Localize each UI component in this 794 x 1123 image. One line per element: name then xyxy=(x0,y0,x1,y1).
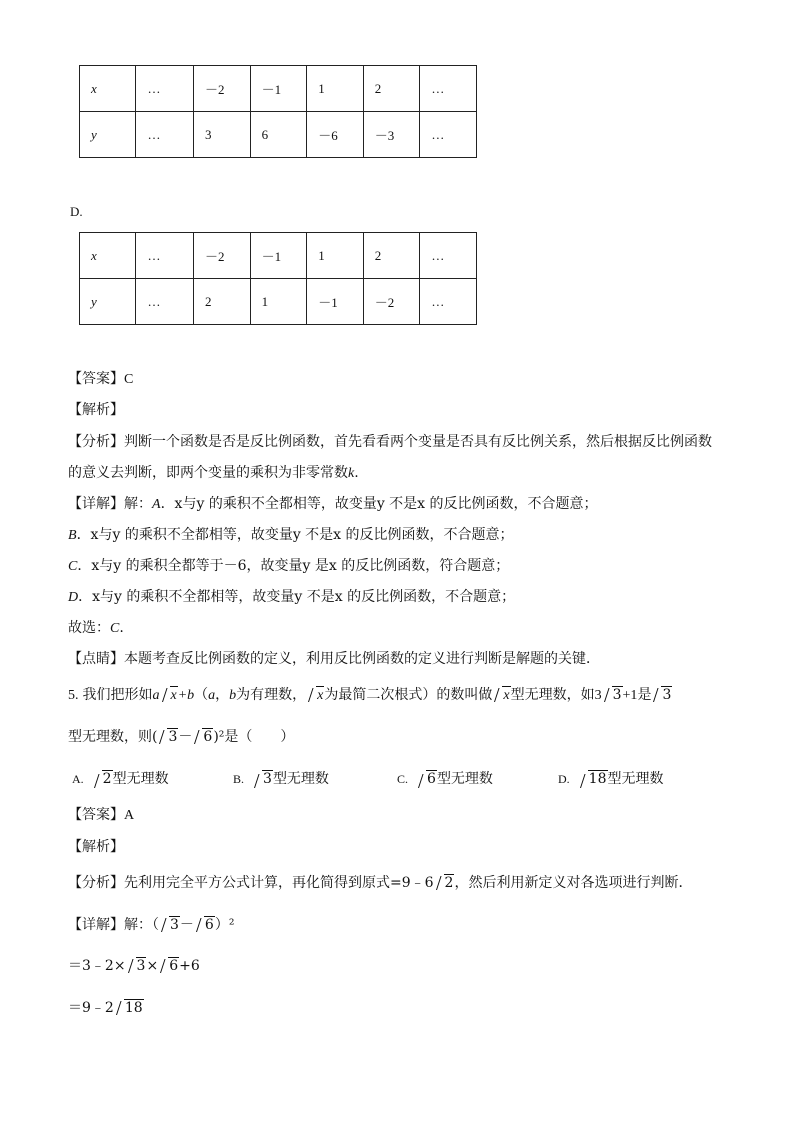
radicand: 3 xyxy=(612,687,622,703)
choice-label: B xyxy=(68,528,77,543)
table-cell: … xyxy=(420,112,477,158)
option-label: D. xyxy=(558,772,570,786)
radicand: 18 xyxy=(588,771,607,787)
table-cell: 6 xyxy=(250,112,307,158)
table-cell: … xyxy=(420,66,477,112)
sqrt-symbol xyxy=(254,771,273,787)
q5-analysis-tag: 【解析】 xyxy=(68,839,124,855)
option-text: 型无理数 xyxy=(112,771,169,787)
choose-text: 故选： xyxy=(68,620,110,636)
table-cell: 1 xyxy=(307,66,364,112)
option-d-label: D. xyxy=(70,204,83,219)
math-number: +1 xyxy=(622,688,638,703)
q5-stem-line2 xyxy=(68,727,294,747)
choice-text: ．x与y 的乘积不全都相等，故变量y 不是x 的反比例函数，不合题意； xyxy=(160,496,598,512)
table-cell: … xyxy=(420,279,477,325)
choice-text: ．x与y 的乘积不全都相等，故变量y 不是x 的反比例函数，不合题意； xyxy=(76,527,514,543)
table-cell: 2 xyxy=(194,279,251,325)
choose-end: . xyxy=(119,620,124,636)
sqrt-symbol xyxy=(653,685,672,705)
step-text: ＝9﹣2 xyxy=(68,1000,114,1016)
choice-text: ．x与y 的乘积全都等于－6，故变量y 是x 的反比例函数，符合题意； xyxy=(77,558,510,574)
radicand: 6 xyxy=(203,729,213,745)
radicand: 18 xyxy=(124,1000,143,1016)
table-cell: －1 xyxy=(250,233,307,279)
sqrt-symbol xyxy=(436,873,455,893)
table-cell: 2 xyxy=(363,233,420,279)
stem-text: 为有理数， xyxy=(236,687,307,703)
option-label: B. xyxy=(233,772,245,786)
table-cell: －2 xyxy=(194,66,251,112)
stem-text: )²是（ ） xyxy=(213,729,295,745)
table-cell: －3 xyxy=(363,112,420,158)
table-cell: … xyxy=(136,233,194,279)
option-label: A. xyxy=(72,772,84,786)
choice-text: ．x与y 的乘积不全都相等，故变量y 不是x 的反比例函数，不合题意； xyxy=(78,589,516,605)
table-cell: 3 xyxy=(194,112,251,158)
option-text: 型无理数 xyxy=(272,771,329,787)
table-cell: x xyxy=(80,66,136,112)
sqrt-symbol xyxy=(161,915,180,935)
radicand: 3 xyxy=(662,687,672,703)
constant-k: k xyxy=(348,466,355,481)
radicand: 3 xyxy=(170,917,179,933)
stem-text: 型无理数，如 xyxy=(510,687,595,703)
stem-text: ， xyxy=(215,687,230,703)
choice-label: C xyxy=(68,559,78,574)
table-cell: 1 xyxy=(307,233,364,279)
q5-option-c xyxy=(397,768,493,788)
choice-label: D xyxy=(68,590,79,605)
option-text: 型无理数 xyxy=(436,771,493,787)
answer-tag: 【答案】 xyxy=(68,807,124,823)
math-a: a xyxy=(152,688,160,703)
answer-value: C xyxy=(124,372,134,387)
fenxi-tag: 【分析】 xyxy=(68,875,124,891)
q5-answer-line xyxy=(68,805,134,826)
math-a: a xyxy=(208,688,216,703)
q4-detail-a xyxy=(68,494,598,515)
table-cell: 2 xyxy=(363,66,420,112)
math-b: b xyxy=(229,688,237,703)
table-row xyxy=(80,233,477,279)
table-cell: … xyxy=(420,233,477,279)
table-row xyxy=(80,112,477,158)
table-option-c xyxy=(79,65,477,158)
table-cell: … xyxy=(136,66,194,112)
q4-answer-line xyxy=(68,369,133,390)
radicand: 2 xyxy=(444,875,454,891)
math-number: 3 xyxy=(594,688,602,703)
q5-option-a xyxy=(72,768,169,788)
sqrt-symbol xyxy=(160,956,179,976)
fenxi-text-end: . xyxy=(354,465,359,481)
dianjing-tag: 【点睛】 xyxy=(68,651,124,667)
sqrt-symbol xyxy=(196,915,215,935)
option-text: 型无理数 xyxy=(607,771,664,787)
fenxi-text: 判断一个函数是否是反比例函数，首先看看两个变量是否具有反比例关系，然后根据反比例函数 xyxy=(124,434,712,450)
sqrt-symbol xyxy=(159,727,178,747)
table-option-d xyxy=(79,232,477,325)
sqrt-symbol xyxy=(418,771,437,787)
sqrt-symbol xyxy=(128,956,147,976)
choice-label: A xyxy=(152,497,161,512)
q4-fenxi-line2 xyxy=(68,463,359,484)
question-number: 5. xyxy=(68,688,79,703)
q5-step-1 xyxy=(68,956,200,976)
detail-tag: 【详解】 xyxy=(68,917,124,933)
detail-tag: 【详解】 xyxy=(68,496,124,512)
table-cell: －6 xyxy=(307,112,364,158)
radicand: 3 xyxy=(263,771,272,787)
step-text: +6 xyxy=(179,958,200,974)
q5-detail-line xyxy=(68,915,234,935)
table-row xyxy=(80,279,477,325)
table-cell: x xyxy=(80,233,136,279)
choose-value: C xyxy=(110,621,120,636)
fenxi-tag: 【分析】 xyxy=(68,434,124,450)
sqrt-symbol xyxy=(94,771,113,787)
q5-fenxi-line xyxy=(68,873,692,893)
fenxi-text: ，然后利用新定义对各选项进行判断． xyxy=(454,875,693,891)
q4-detail-d xyxy=(68,587,515,608)
sqrt-symbol xyxy=(194,727,213,747)
sqrt-symbol xyxy=(580,771,608,787)
table-cell: －2 xyxy=(194,233,251,279)
sqrt-symbol xyxy=(162,685,178,706)
math-x: x xyxy=(503,688,510,703)
detail-prefix: 解： xyxy=(124,496,152,512)
sqrt-symbol xyxy=(308,685,324,706)
q4-choose-line xyxy=(68,618,124,639)
radicand: 6 xyxy=(169,958,179,974)
table-cell: －1 xyxy=(307,279,364,325)
q4-fenxi-line1 xyxy=(68,432,712,452)
math-operator: － xyxy=(178,729,193,745)
math-operator: × xyxy=(146,958,159,974)
stem-text: 为最简二次根式）的数叫做 xyxy=(324,687,493,703)
stem-text: （ xyxy=(194,687,209,703)
dianjing-text: 本题考查反比例函数的定义，利用反比例函数的定义进行判断是解题的关键． xyxy=(124,651,600,667)
q5-stem-line1 xyxy=(68,685,672,706)
fenxi-text: 的意义去判断，即两个变量的乘积为非零常数 xyxy=(68,465,348,481)
table-cell: y xyxy=(80,112,136,158)
math-operator: － xyxy=(179,917,194,933)
q4-analysis-tag: 【解析】 xyxy=(68,402,124,418)
answer-value: A xyxy=(124,808,135,823)
radicand: 2 xyxy=(102,771,112,787)
sqrt-symbol xyxy=(116,998,144,1018)
q5-step-2 xyxy=(68,998,144,1018)
option-label: C. xyxy=(397,772,409,786)
math-x: x xyxy=(317,688,324,703)
radicand: 6 xyxy=(204,917,214,933)
q5-option-d xyxy=(558,768,664,788)
radicand: 3 xyxy=(136,958,146,974)
sqrt-symbol xyxy=(494,685,510,706)
table-cell: … xyxy=(136,279,194,325)
q4-detail-b xyxy=(68,525,514,546)
fenxi-text: 先利用完全平方公式计算，再化简得到原式=9﹣6 xyxy=(124,875,434,891)
stem-text: 型无理数，则( xyxy=(68,729,158,745)
table-cell: 1 xyxy=(250,279,307,325)
q5-option-b xyxy=(233,768,329,788)
radicand: 3 xyxy=(168,729,178,745)
table-cell: －1 xyxy=(250,66,307,112)
math-x: x xyxy=(170,688,177,703)
stem-text: 是 xyxy=(637,687,652,703)
table-cell: －2 xyxy=(363,279,420,325)
table-row xyxy=(80,66,477,112)
math-plus-b: +b xyxy=(177,688,195,703)
step-text: ＝3﹣2× xyxy=(68,958,126,974)
answer-tag: 【答案】 xyxy=(68,371,124,387)
sqrt-symbol xyxy=(604,685,623,705)
q4-detail-c xyxy=(68,556,509,577)
radicand: 6 xyxy=(427,771,436,787)
stem-text: 我们把形如 xyxy=(82,687,153,703)
q4-dianjing-line xyxy=(68,649,600,669)
table-cell: y xyxy=(80,279,136,325)
table-cell: … xyxy=(136,112,194,158)
detail-text: 解：（ xyxy=(124,917,159,933)
detail-text: ）² xyxy=(214,917,235,933)
